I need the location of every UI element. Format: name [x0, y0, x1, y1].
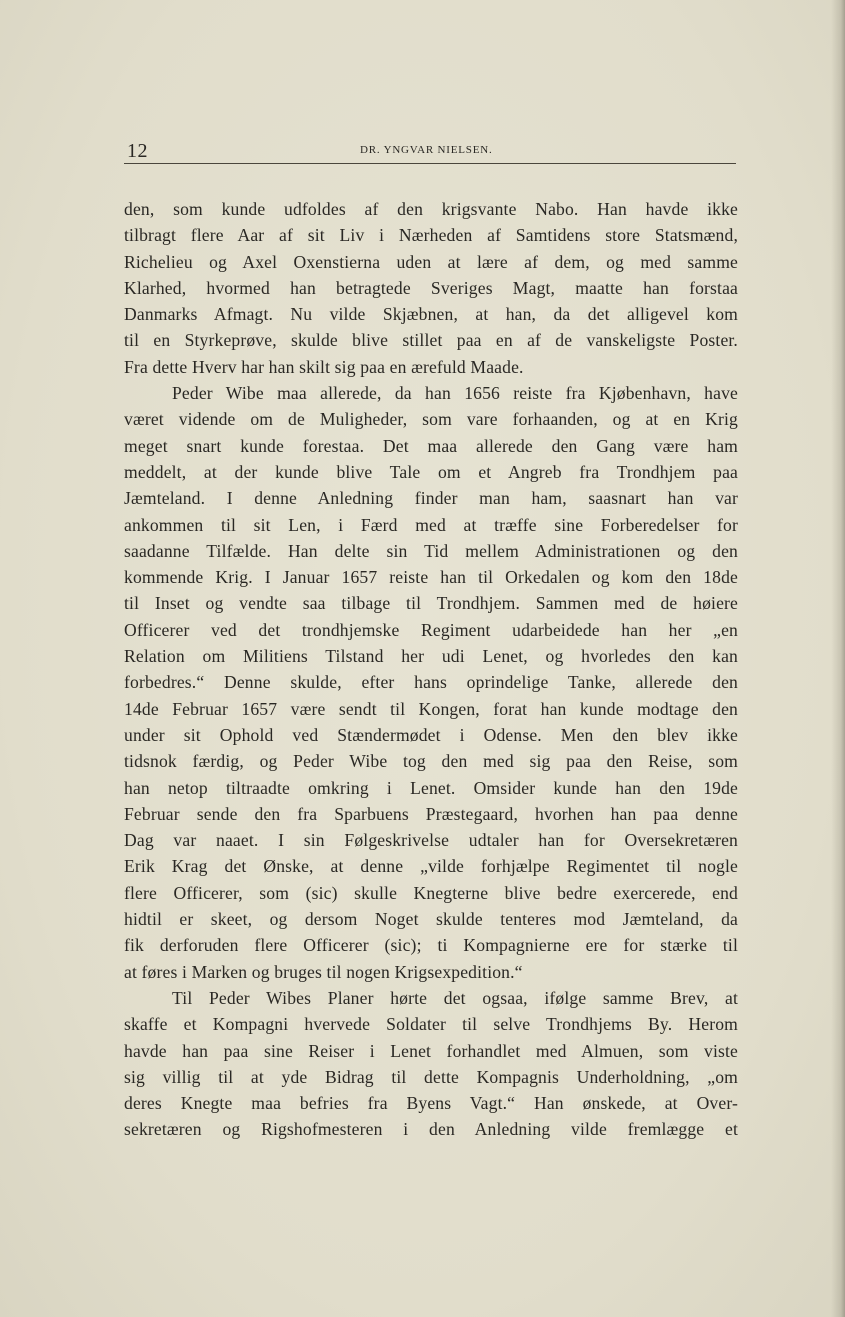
- text-line: Erik Krag det Ønske, at denne „vilde forhjælpe Regimentet til nogle: [124, 856, 738, 877]
- text-line: fik derforuden flere Officerer (sic); ti Kompagnierne ere for stærke til: [124, 935, 738, 956]
- paragraph-first-line: Peder Wibe maa allerede, da han 1656 reiste fra Kjøbenhavn, have: [172, 383, 738, 404]
- text-line: deres Knegte maa befries fra Byens Vagt.“ Han ønskede, at Over-: [124, 1093, 738, 1114]
- text-line: meddelt, at der kunde blive Tale om et Angreb fra Trondhjem paa: [124, 461, 738, 482]
- text-line: skaffe et Kompagni hvervede Soldater til selve Trondhjems By. Herom: [124, 1014, 738, 1035]
- text-line: 14de Februar 1657 være sendt til Kongen, forat han kunde modtage den: [124, 698, 738, 719]
- text-line: tilbragt flere Aar af sit Liv i Nærheden af Samtidens store Statsmænd,: [124, 225, 738, 246]
- text-line: Danmarks Afmagt. Nu vilde Skjæbnen, at han, da det alligevel kom: [124, 304, 738, 325]
- text-line: den, som kunde udfoldes af den krigsvante Nabo. Han havde ikke: [124, 199, 738, 219]
- text-line: saadanne Tilfælde. Han delte sin Tid mellem Administrationen og den: [124, 540, 738, 561]
- text-line: flere Officerer, som (sic) skulle Knegterne blive bedre exercerede, end: [124, 882, 738, 903]
- text-line: Fra dette Hverv har han skilt sig paa en ærefuld Maade.: [124, 356, 524, 377]
- text-line: meget snart kunde forestaa. Det maa allerede den Gang være ham: [124, 435, 738, 456]
- page-number: 12: [127, 140, 148, 162]
- page-edge-shadow: [831, 0, 845, 1317]
- text-line: han netop tiltraadte omkring i Lenet. Omsider kunde han den 19de: [124, 777, 738, 798]
- text-line: under sit Ophold ved Stændermødet i Odense. Men den blev ikke: [124, 724, 738, 745]
- text-line: sekretæren og Rigshofmesteren i den Anledning vilde fremlægge et: [124, 1119, 738, 1140]
- text-line: Klarhed, hvormed han betragtede Sveriges Magt, maatte han forstaa: [124, 277, 738, 298]
- text-line: Officerer ved det trondhjemske Regiment udarbeidede han her „en: [124, 619, 738, 640]
- text-line: hidtil er skeet, og dersom Noget skulde tenteres mod Jæmteland, da: [124, 909, 738, 930]
- text-line: at føres i Marken og bruges til nogen Krigsexpedition.“: [124, 961, 523, 982]
- text-line: til en Styrkeprøve, skulde blive stillet paa en af de vanskeligste Poster.: [124, 330, 738, 351]
- text-line: været vidende om de Muligheder, som vare forhaanden, og at en Krig: [124, 409, 738, 430]
- text-line: Relation om Militiens Tilstand her udi Lenet, og hvorledes den kan: [124, 646, 738, 667]
- text-line: kommende Krig. I Januar 1657 reiste han til Orkedalen og kom den 18de: [124, 567, 738, 588]
- text-line: Richelieu og Axel Oxenstierna uden at lære af dem, og med samme: [124, 251, 738, 272]
- text-line: til Inset og vendte saa tilbage til Trondhjem. Sammen med de høiere: [124, 593, 738, 614]
- page-header: [124, 140, 736, 164]
- text-line: forbedres.“ Denne skulde, efter hans oprindelige Tanke, allerede den: [124, 672, 738, 693]
- text-line: tidsnok færdig, og Peder Wibe tog den med sig paa den Reise, som: [124, 751, 738, 772]
- body-text: [124, 196, 738, 1143]
- text-line: Jæmteland. I denne Anledning finder man ham, saasnart han var: [124, 488, 738, 509]
- text-line: Februar sende den fra Sparbuens Præstegaard, hvorhen han paa denne: [124, 803, 738, 824]
- header-rule: [124, 163, 736, 164]
- text-line: Dag var naaet. I sin Følgeskrivelse udtaler han for Oversekretæren: [124, 830, 738, 851]
- paragraph-first-line: Til Peder Wibes Planer hørte det ogsaa, ifølge samme Brev, at: [172, 987, 738, 1008]
- text-line: havde han paa sine Reiser i Lenet forhandlet med Almuen, som viste: [124, 1040, 738, 1061]
- text-line: ankommen til sit Len, i Færd med at træffe sine Forberedelser for: [124, 514, 738, 535]
- running-head: DR. YNGVAR NIELSEN.: [360, 144, 493, 156]
- text-line: sig villig til at yde Bidrag til dette Kompagnis Underholdning, „om: [124, 1066, 738, 1087]
